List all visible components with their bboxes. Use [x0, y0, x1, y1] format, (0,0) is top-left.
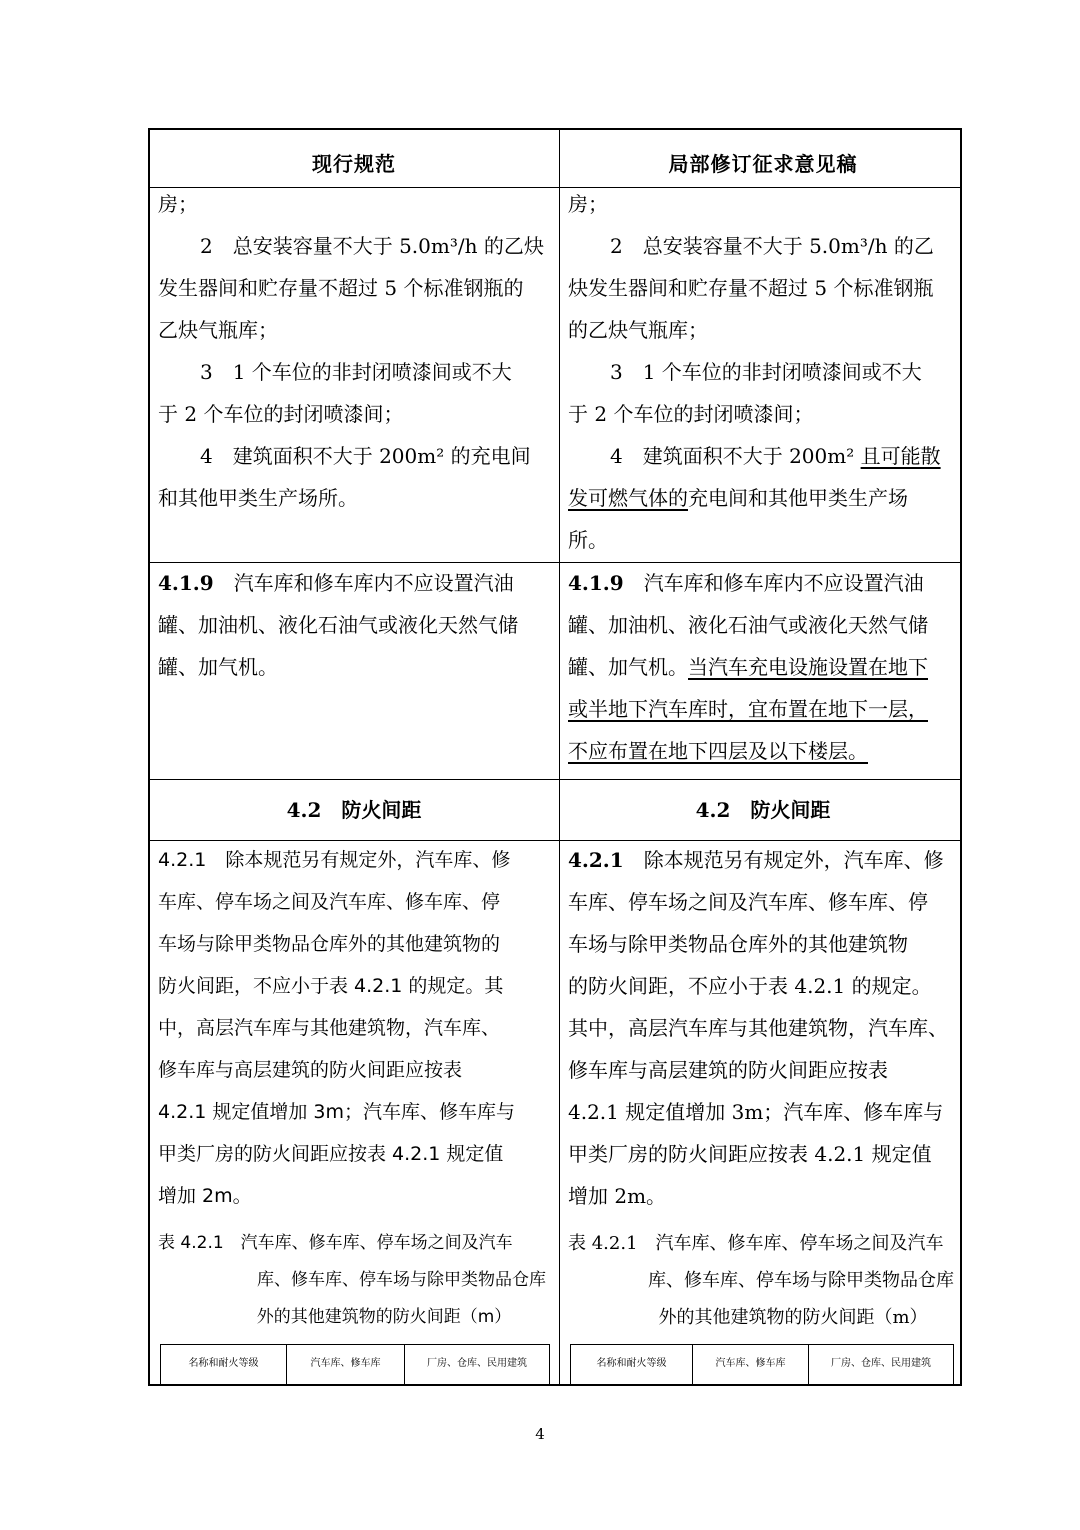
text-line: 于 2 个车位的封闭喷漆间； [568, 402, 814, 426]
header-current-spec: 现行规范 [312, 152, 396, 176]
text-line: 和其他甲类生产场所。 [158, 486, 358, 510]
revised-text: 不应布置在地下四层及以下楼层。 [568, 739, 868, 763]
clause-number: 4.2.1 [568, 848, 624, 872]
text-line: 增加 2m。 [568, 1184, 667, 1208]
text-line: 所。 [568, 528, 608, 552]
block1-left [158, 183, 550, 519]
table-header-cell: 名称和耐火等级 [571, 1345, 693, 1385]
text-line: 3 1 个车位的非封闭喷漆间或不大 [200, 360, 512, 384]
text-line: 4.2.1 规定值增加 3m；汽车库、修车库与 [568, 1100, 944, 1124]
revised-text: 发可燃气体的 [568, 486, 688, 510]
text-line: 车库、停车场之间及汽车库、修车库、停 [568, 890, 928, 914]
text-line [158, 562, 550, 604]
distance-table-header [160, 1344, 550, 1386]
text-span: 充电间和其他甲类生产场 [688, 486, 908, 510]
text-line [568, 435, 958, 477]
comparison-table [148, 128, 962, 1386]
column-divider [559, 130, 560, 1384]
text-line: 的乙炔气瓶库； [568, 318, 708, 342]
text-line: 乙炔气瓶库； [158, 318, 278, 342]
distance-table-header [570, 1344, 954, 1386]
text-line: 车库、停车场之间及汽车库、修车库、停 [158, 891, 501, 913]
text-line: 甲类厂房的防火间距应按表 4.2.1 规定值 [158, 1143, 504, 1165]
text-span: 汽车库和修车库内不应设置汽油 [233, 571, 514, 595]
text-line: 4.2.1 规定值增加 3m；汽车库、修车库与 [158, 1101, 516, 1123]
section-title: 4.2 防火间距 [695, 798, 831, 822]
text-span: 汽车库和修车库内不应设置汽油 [643, 571, 924, 595]
text-line: 房； [568, 192, 608, 216]
clause-number: 4.1.9 [568, 571, 624, 595]
text-line [568, 839, 958, 881]
text-line [568, 562, 958, 604]
table-caption: 表 4.2.1 汽车库、修车库、停车场之间及汽车 [568, 1233, 944, 1254]
block3-left [158, 839, 550, 1336]
text-line: 车场与除甲类物品仓库外的其他建筑物的 [158, 933, 501, 955]
table-caption: 库、修车库、停车场与除甲类物品仓库 [648, 1270, 954, 1291]
revised-text: 且可能散 [860, 444, 941, 468]
page-number: 4 [535, 1425, 545, 1443]
text-line: 2 总安装容量不大于 5.0m³/h 的乙炔 [200, 234, 544, 258]
table-header-cell: 名称和耐火等级 [161, 1345, 287, 1385]
text-line: 4 建筑面积不大于 200m² 的充电间 [200, 444, 531, 468]
block2-right [568, 562, 958, 772]
text-line: 罐、加油机、液化石油气或液化天然气储 [568, 613, 928, 637]
table-caption: 外的其他建筑物的防火间距（m） [256, 1307, 512, 1327]
text-line: 罐、加油机、液化石油气或液化天然气储 [158, 613, 518, 637]
table-header-cell: 厂房、仓库、民用建筑 [831, 1358, 931, 1369]
text-line: 房； [158, 192, 198, 216]
block2-left [158, 562, 550, 688]
text-span: 除本规范另有规定外，汽车库、修 [643, 848, 944, 872]
text-line: 增加 2m。 [158, 1185, 252, 1207]
text-line: 4.2.1 除本规范另有规定外，汽车库、修 [158, 849, 511, 871]
text-line: 修车库与高层建筑的防火间距应按表 [158, 1059, 463, 1081]
block3-right [568, 839, 958, 1336]
text-line: 发生器间和贮存量不超过 5 个标准钢瓶的 [158, 276, 524, 300]
text-line: 车场与除甲类物品仓库外的其他建筑物 [568, 932, 908, 956]
revised-text: 或半地下汽车库时，宜布置在地下一层， [568, 697, 928, 721]
text-line: 防火间距，不应小于表 4.2.1 的规定。其 [158, 975, 504, 997]
text-line: 其中，高层汽车库与其他建筑物，汽车库、 [568, 1016, 948, 1040]
text-line: 于 2 个车位的封闭喷漆间； [158, 402, 404, 426]
text-line: 3 1 个车位的非封闭喷漆间或不大 [610, 360, 922, 384]
table-header-cell: 汽车库、修车库 [287, 1345, 405, 1385]
text-span: 罐、加气机。 [568, 655, 688, 679]
text-line [568, 646, 958, 688]
row-divider [150, 779, 960, 780]
table-caption: 库、修车库、停车场与除甲类物品仓库 [257, 1270, 546, 1290]
section-title: 4.2 防火间距 [286, 798, 422, 822]
header-revision-draft: 局部修订征求意见稿 [668, 152, 858, 176]
text-line: 2 总安装容量不大于 5.0m³/h 的乙 [610, 234, 934, 258]
table-header-cell: 汽车库、修车库 [693, 1345, 809, 1385]
block1-right [568, 183, 958, 561]
revised-text: 当汽车充电设施设置在地下 [688, 655, 928, 679]
text-line: 罐、加气机。 [158, 655, 278, 679]
text-line: 中，高层汽车库与其他建筑物，汽车库、 [158, 1017, 501, 1039]
table-caption: 外的其他建筑物的防火间距（m） [658, 1307, 928, 1328]
text-line [568, 477, 958, 519]
table-caption: 表 4.2.1 汽车库、修车库、停车场之间及汽车 [158, 1233, 513, 1253]
text-line: 的防火间距，不应小于表 4.2.1 的规定。 [568, 974, 932, 998]
text-span: 4 建筑面积不大于 200m² [610, 444, 855, 468]
clause-number: 4.1.9 [158, 571, 214, 595]
text-line: 炔发生器间和贮存量不超过 5 个标准钢瓶 [568, 276, 934, 300]
text-line: 甲类厂房的防火间距应按表 4.2.1 规定值 [568, 1142, 932, 1166]
table-header-cell: 厂房、仓库、民用建筑 [427, 1358, 527, 1369]
text-line: 修车库与高层建筑的防火间距应按表 [568, 1058, 888, 1082]
